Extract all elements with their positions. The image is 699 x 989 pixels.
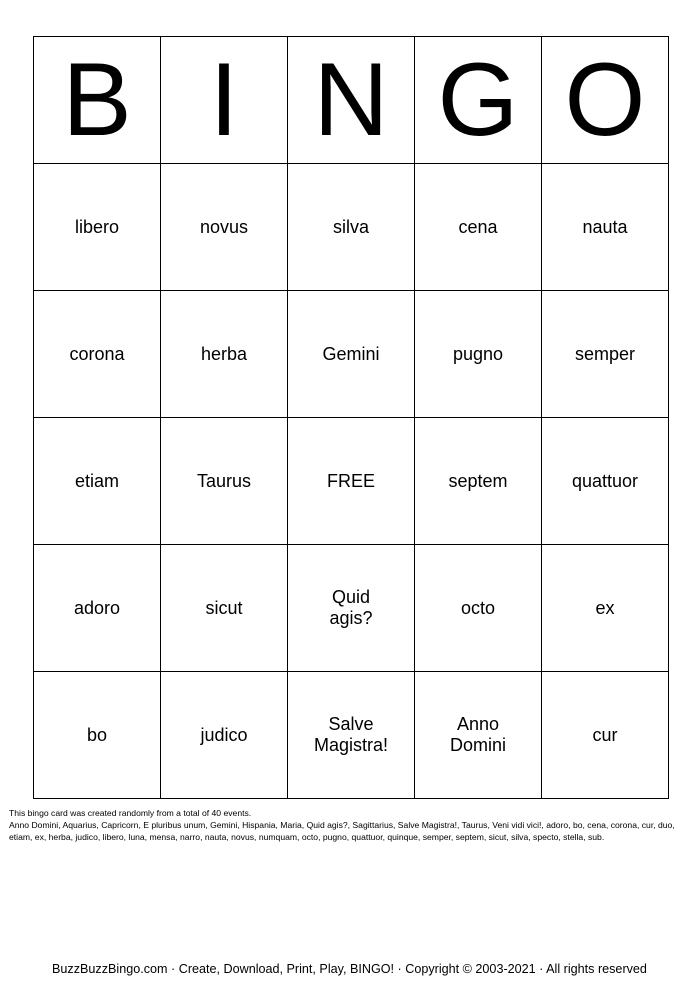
bingo-header-row <box>34 37 669 164</box>
bingo-cell: quattuor <box>542 418 669 545</box>
event-list-note <box>9 807 693 843</box>
header-letter-g: G <box>415 37 542 164</box>
bingo-cell: octo <box>415 545 542 672</box>
bingo-cell: ex <box>542 545 669 672</box>
bingo-cell: Quid agis? <box>288 545 415 672</box>
bingo-cell: Anno Domini <box>415 672 542 799</box>
bingo-cell: semper <box>542 291 669 418</box>
header-letter-o: O <box>542 37 669 164</box>
bingo-cell: sicut <box>161 545 288 672</box>
header-letter-n: N <box>288 37 415 164</box>
bingo-cell: Gemini <box>288 291 415 418</box>
bingo-cell: herba <box>161 291 288 418</box>
bingo-cell: pugno <box>415 291 542 418</box>
bingo-cell: libero <box>34 164 161 291</box>
bingo-cell: nauta <box>542 164 669 291</box>
bingo-cell: cena <box>415 164 542 291</box>
bingo-cell: etiam <box>34 418 161 545</box>
bingo-cell: adoro <box>34 545 161 672</box>
bingo-row <box>34 545 669 672</box>
bingo-cell: Taurus <box>161 418 288 545</box>
bingo-row <box>34 291 669 418</box>
bingo-cell: bo <box>34 672 161 799</box>
bingo-row <box>34 164 669 291</box>
bingo-cell: corona <box>34 291 161 418</box>
bingo-cell: silva <box>288 164 415 291</box>
copyright-footer: BuzzBuzzBingo.com · Create, Download, Print, Play, BINGO! · Copyright © 2003-2021 · All rights reserved <box>52 962 647 976</box>
bingo-row <box>34 418 669 545</box>
event-count-text: This bingo card was created randomly from a total of 40 events. <box>9 808 252 818</box>
free-space-cell: FREE <box>288 418 415 545</box>
event-list-text: Anno Domini, Aquarius, Capricorn, E pluribus unum, Gemini, Hispania, Maria, Quid agis?, Sagittarius, Salve Magistra!, Taurus, Veni vidi vici!, adoro, bo, cena, corona, cur, duo, etiam, ex, herba, judico, libero, luna, mensa, narro, nauta, novus, numquam, octo, pugno, quattuor, quinque, semper, septem, sicut, silva, specto, stella, sub. <box>9 820 675 842</box>
bingo-cell: Salve Magistra! <box>288 672 415 799</box>
bingo-row <box>34 672 669 799</box>
header-letter-b: B <box>34 37 161 164</box>
bingo-cell: cur <box>542 672 669 799</box>
bingo-cell: novus <box>161 164 288 291</box>
header-letter-i: I <box>161 37 288 164</box>
bingo-card <box>33 36 669 799</box>
bingo-cell: septem <box>415 418 542 545</box>
bingo-cell: judico <box>161 672 288 799</box>
